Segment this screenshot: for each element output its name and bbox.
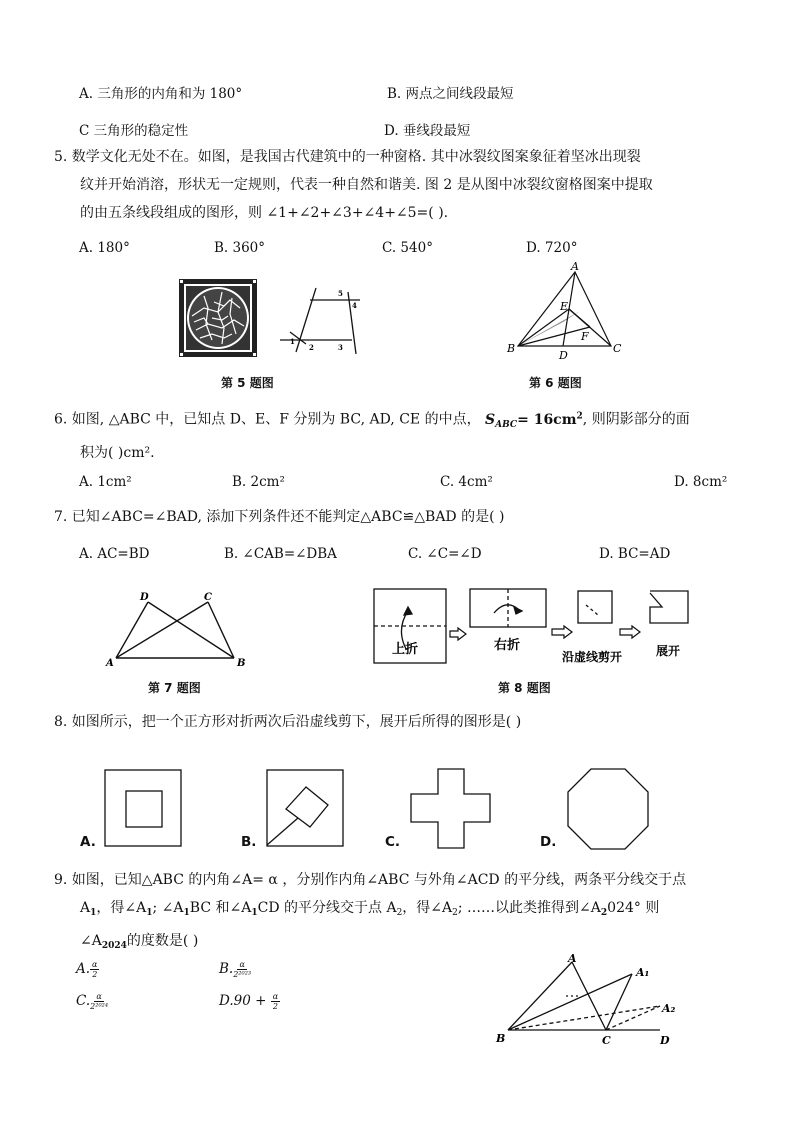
- q8-figure-caption: 第 8 题图: [498, 681, 551, 695]
- q9-a1-text: A: [80, 900, 91, 916]
- q8-option-b-label: B.: [241, 834, 257, 850]
- q9-a1-sub: 1: [90, 908, 97, 918]
- q6-option-d: D. 8cm²: [674, 474, 728, 490]
- q9-point-a2: A₂: [662, 1002, 676, 1015]
- fold-step-unfold-label: 展开: [656, 644, 681, 658]
- q7-option-d: D. BC=AD: [599, 546, 671, 562]
- fold-step-right-label: 右折: [494, 638, 521, 653]
- q6-point-f: F: [581, 330, 589, 343]
- q8-option-d-label: D.: [540, 834, 557, 850]
- q9-pattern-text: ; ……以此类推得到∠A: [457, 900, 601, 916]
- q6-point-b: B: [507, 342, 516, 355]
- q4-option-d: D. 垂线段最短: [384, 123, 471, 139]
- q9-option-a: [76, 960, 99, 979]
- q4-option-b: B. 两点之间线段最短: [387, 86, 514, 102]
- q9-pattern-sub: 2: [600, 908, 608, 918]
- pentagon-angles-figure: [276, 280, 366, 362]
- q5-option-a: A. 180°: [79, 240, 130, 256]
- q6-option-b: B. 2cm²: [232, 474, 285, 490]
- angle-label-2: 2: [309, 343, 314, 352]
- q5-line-3: 的由五条线段组成的图形，则 ∠1+∠2+∠3+∠4+∠5=( ).: [80, 205, 449, 221]
- q6-area-value: = 16cm: [517, 411, 577, 428]
- q9-pattern-tail: 024° 则: [607, 900, 660, 916]
- q6-triangle-figure: [503, 260, 625, 362]
- q6-point-e: E: [560, 300, 569, 313]
- q9-option-d-den: 2: [272, 1002, 278, 1011]
- q9-option-d: [219, 992, 280, 1011]
- q8-option-a-figure: [104, 769, 184, 847]
- q9-line-2: [54, 894, 744, 927]
- q9-option-b-label: B.: [219, 961, 234, 977]
- q4-option-a: A. 三角形的内角和为 180°: [79, 86, 243, 102]
- question-7-stem: [54, 503, 744, 531]
- angle-label-3: 3: [338, 343, 343, 352]
- question-6-stem: [54, 402, 744, 467]
- q7-option-b: B. ∠CAB=∠DBA: [224, 546, 337, 562]
- angle-label-4: 4: [352, 301, 357, 310]
- q6-area-symbol: S: [485, 411, 496, 428]
- q9-angle-a1bc-sub: 1: [183, 908, 190, 918]
- q8-option-b-figure: [266, 769, 346, 847]
- q8-option-a-label: A.: [80, 834, 96, 850]
- q9-bisector-figure: [490, 950, 690, 1050]
- question-9-stem: [54, 866, 744, 960]
- question-5-stem: [54, 143, 744, 227]
- question-8-stem: [54, 708, 744, 736]
- q9-angle-a1-text: ，得∠A: [96, 900, 147, 916]
- q9-option-a-fraction: [90, 960, 99, 979]
- q9-question-tail: 的度数是( ): [126, 933, 199, 949]
- q8-option-c-figure: [410, 768, 492, 850]
- q6-point-c: C: [613, 342, 622, 355]
- q9-option-b: [219, 960, 251, 979]
- angle-label-1: 1: [290, 337, 295, 346]
- q9-angle-a2-sub: 2: [452, 908, 458, 918]
- q9-option-b-num: α: [239, 960, 245, 969]
- q4-option-c: C 三角形的稳定性: [79, 123, 189, 139]
- q9-angle-a1bc-text: ; ∠A: [152, 900, 184, 916]
- q6-area-subscript: ABC: [495, 419, 518, 430]
- fold-step-cut-label: 沿虚线剪开: [562, 650, 623, 664]
- q7-line-1: 7. 已知∠ABC=∠BAD, 添加下列条件还不能判定△ABC≌△BAD 的是( ): [54, 509, 505, 525]
- q9-option-a-num: α: [92, 960, 98, 969]
- q9-angle-a1-sub: 1: [146, 908, 153, 918]
- q9-option-a-label: A.: [76, 961, 91, 977]
- q5-option-c: C. 540°: [382, 240, 433, 256]
- q9-option-c: [76, 992, 108, 1011]
- q9-option-d-num: α: [272, 992, 279, 1001]
- q9-angle-a1cd-sub: 1: [251, 908, 258, 918]
- q6-line-2: 积为( )cm².: [80, 444, 155, 461]
- q9-angle-a1cd-text: BC 和∠A: [189, 900, 252, 916]
- q8-folding-steps-figure: [370, 585, 690, 667]
- q5-figure-caption: 第 5 题图: [221, 376, 274, 390]
- q9-option-c-num: α: [96, 992, 102, 1001]
- q9-option-c-fraction: [90, 992, 108, 1011]
- q9-angle-a2024-text: ∠A: [80, 933, 102, 949]
- q9-point-c: C: [602, 1034, 611, 1047]
- q9-point-a: A: [568, 952, 577, 965]
- q6-line-1: [54, 402, 744, 439]
- q5-line-1: 5. 数学文化无处不在。如图，是我国古代建筑中的一种窗格. 其中冰裂纹图案象征着坚冰出现裂: [54, 149, 641, 165]
- q6-option-c: C. 4cm²: [440, 474, 493, 490]
- q7-point-a: A: [106, 658, 114, 669]
- q9-point-a2-sub: 2: [396, 908, 403, 918]
- q9-line-1: 9. 如图，已知△ABC 的内角∠A= α ，分别作内角∠ABC 与外角∠ACD 的平分线，两条平分线交于点: [54, 872, 687, 888]
- ice-crack-window-figure: [178, 278, 258, 358]
- q9-option-d-label: D.90 +: [219, 993, 267, 1009]
- q6-figure-caption: 第 6 题图: [529, 376, 582, 390]
- q9-angle-a2-text: ，得∠A: [402, 900, 453, 916]
- q6-point-a: A: [571, 260, 579, 273]
- q9-option-b-den: 2²⁰²³: [233, 970, 252, 979]
- q9-point-a1: A₁: [636, 966, 650, 979]
- q7-figure-caption: 第 7 题图: [148, 681, 201, 695]
- q6-line-1-post: , 则阴影部分的面: [582, 411, 690, 428]
- angle-label-5: 5: [338, 289, 343, 298]
- q5-option-d: D. 720°: [526, 240, 578, 256]
- fold-step-up-label: 上折: [392, 642, 419, 657]
- q6-point-d: D: [559, 349, 568, 362]
- q9-option-c-label: C.: [76, 993, 91, 1009]
- q9-point-a2-text: CD 的平分线交于点 A: [257, 900, 397, 916]
- q9-option-c-den: 2²⁰²⁴: [90, 1002, 109, 1011]
- q7-point-c: C: [204, 592, 212, 603]
- q9-option-b-fraction: [233, 960, 251, 979]
- q7-point-d: D: [140, 592, 149, 603]
- q9-angle-a2024-sub: 2024: [101, 941, 127, 951]
- q7-option-c: C. ∠C=∠D: [408, 546, 482, 562]
- q6-option-a: A. 1cm²: [79, 474, 132, 490]
- q9-point-d: D: [660, 1034, 670, 1047]
- q6-area-sup: 2: [576, 411, 583, 421]
- q7-option-a: A. AC=BD: [79, 546, 150, 562]
- q5-line-2: 纹并开始消溶，形状无一定规则，代表一种自然和谐美. 图 2 是从图中冰裂纹窗格图案中提取: [80, 177, 653, 193]
- q8-line-1: 8. 如图所示，把一个正方形对折两次后沿虚线剪下，展开后所得的图形是( ): [54, 714, 522, 730]
- q9-option-d-fraction: [271, 992, 280, 1011]
- q9-point-b: B: [496, 1032, 506, 1045]
- q8-option-c-label: C.: [385, 834, 401, 850]
- q9-option-a-den: 2: [92, 970, 98, 979]
- q7-crossed-triangles-figure: [104, 588, 254, 670]
- q5-option-b: B. 360°: [214, 240, 266, 256]
- q8-option-d-figure: [567, 768, 649, 850]
- q6-line-1-pre: 6. 如图, △ABC 中，已知点 D、E、F 分别为 BC, AD, CE 的中点，: [54, 411, 481, 428]
- q7-point-b: B: [237, 658, 246, 669]
